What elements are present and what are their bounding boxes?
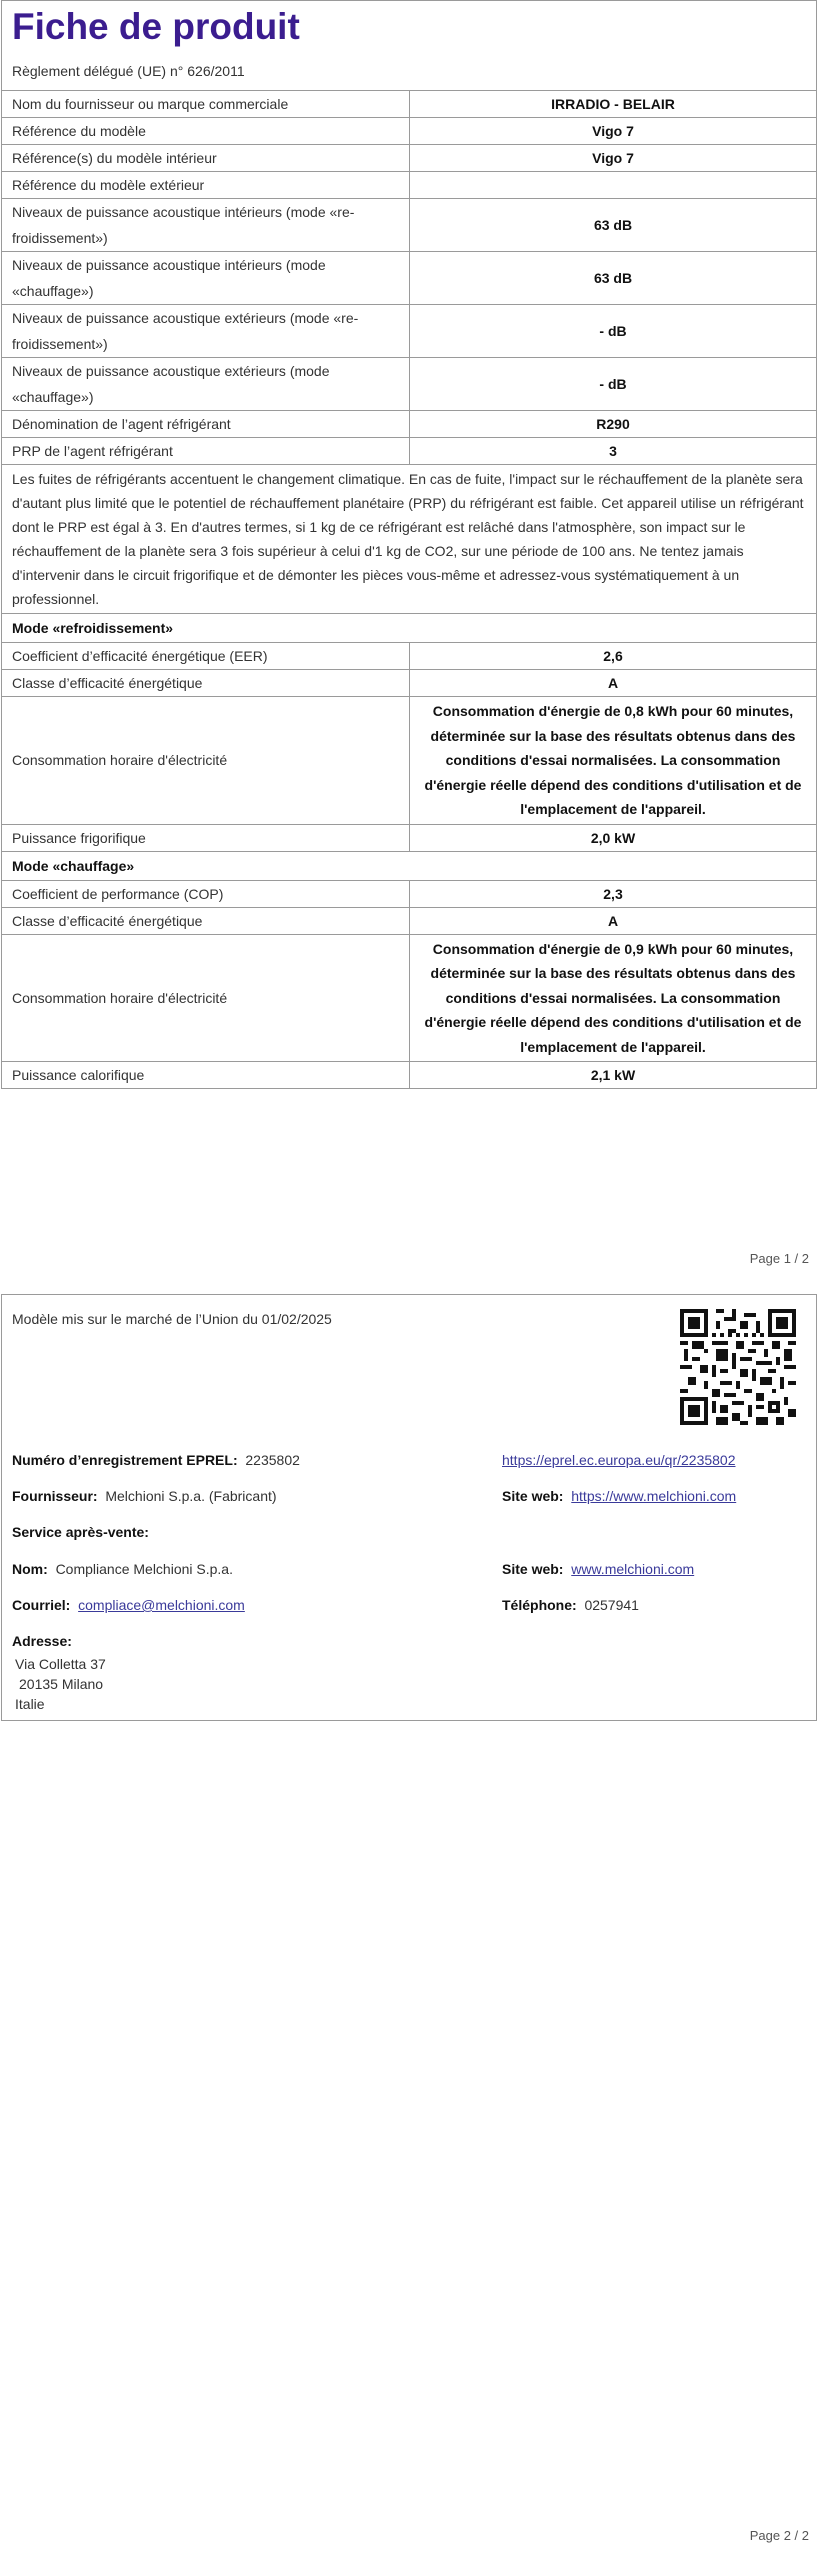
product-sheet	[1, 0, 817, 1089]
after-sales-heading: Service après-vente:	[12, 1524, 149, 1540]
row-value: Consommation d'énergie de 0,8 kWh pour 60 minutes, déterminée sur la base des résultats obtenus dans des conditions d'essai normalisées. La consommation d'énergie réelle dépend des conditions d'utilisation et de l'emplacement de l'appareil.	[410, 697, 817, 825]
page-number: Page 1 / 2	[749, 1251, 809, 1266]
row-value: 3	[410, 438, 817, 465]
row-value: - dB	[410, 305, 817, 358]
address-line-1: Via Colletta 37	[15, 1656, 106, 1672]
row-value: 63 dB	[410, 199, 817, 252]
table-row	[2, 934, 816, 1062]
table-row	[2, 614, 816, 643]
row-label: Référence(s) du modèle intérieur	[2, 145, 410, 172]
name-value: Compliance Melchioni S.p.a.	[55, 1561, 233, 1577]
service-name	[12, 1561, 233, 1577]
phone-value: 0257941	[584, 1597, 639, 1613]
row-value: A	[410, 907, 817, 934]
table-row	[2, 643, 816, 670]
row-label: Référence du modèle extérieur	[2, 172, 410, 199]
regulation-reference: Règlement délégué (UE) n° 626/2011	[12, 63, 245, 79]
service-website	[502, 1561, 694, 1577]
row-value: Consommation d'énergie de 0,9 kWh pour 60 minutes, déterminée sur la base des résultats obtenus dans des conditions d'essai normalisées. La consommation d'énergie réelle dépend des conditions d'utilisation et de l'emplacement de l'appareil.	[410, 934, 817, 1062]
row-label: Puissance calorifique	[2, 1062, 410, 1089]
supplier-label: Fournisseur:	[12, 1488, 98, 1504]
supplier-website	[502, 1488, 736, 1504]
qr-code-icon	[680, 1309, 796, 1425]
row-label: PRP de l’agent réfrigérant	[2, 438, 410, 465]
row-label: Niveaux de puissance acoustique intérieurs (mode «chauffage»)	[2, 252, 410, 305]
row-value: Vigo 7	[410, 118, 817, 145]
heating-mode-heading: Mode «chauffage»	[2, 851, 816, 880]
table-row	[2, 358, 816, 411]
page-number: Page 2 / 2	[749, 2528, 809, 2543]
row-label: Niveaux de puissance acoustique extérieurs (mode «re-froidissement»)	[2, 305, 410, 358]
table-row	[2, 697, 816, 825]
supplier-value: Melchioni S.p.a. (Fabricant)	[105, 1488, 277, 1504]
eprel-label: Numéro d’enregistrement EPREL:	[12, 1452, 238, 1468]
product-sheet-page-2	[1, 1294, 817, 1721]
row-value: 63 dB	[410, 252, 817, 305]
row-value: R290	[410, 411, 817, 438]
supplier	[12, 1488, 277, 1504]
page-title: Fiche de produit	[12, 6, 300, 47]
row-label: Consommation horaire d'électricité	[2, 934, 410, 1062]
table-row	[2, 438, 816, 465]
table-row	[2, 118, 816, 145]
row-label: Niveaux de puissance acoustique extérieurs (mode «chauffage»)	[2, 358, 410, 411]
name-label: Nom:	[12, 1561, 48, 1577]
service-phone	[502, 1597, 639, 1613]
email-label: Courriel:	[12, 1597, 71, 1613]
phone-label: Téléphone:	[502, 1597, 577, 1613]
row-value: Vigo 7	[410, 145, 817, 172]
table-row	[2, 145, 816, 172]
row-label: Consommation horaire d'électricité	[2, 697, 410, 825]
row-value: 2,6	[410, 643, 817, 670]
table-row	[2, 880, 816, 907]
table-row	[2, 199, 816, 252]
table-row	[2, 1062, 816, 1089]
row-value: 2,0 kW	[410, 824, 817, 851]
eprel-value: 2235802	[245, 1452, 300, 1468]
table-row	[2, 465, 816, 614]
row-label: Coefficient de performance (COP)	[2, 880, 410, 907]
row-label: Référence du modèle	[2, 118, 410, 145]
supplier-website-link[interactable]: https://www.melchioni.com	[571, 1488, 737, 1504]
cooling-mode-heading: Mode «refroidissement»	[2, 614, 816, 643]
row-label: Dénomination de l’agent réfrigérant	[2, 411, 410, 438]
table-row	[2, 91, 816, 118]
row-value: A	[410, 670, 817, 697]
row-label: Puissance frigorifique	[2, 824, 410, 851]
row-value: - dB	[410, 358, 817, 411]
website-label: Site web:	[502, 1488, 564, 1504]
eprel-number	[12, 1452, 300, 1468]
market-date: Modèle mis sur le marché de l’Union du 01/02/2025	[12, 1311, 332, 1327]
row-label: Niveaux de puissance acoustique intérieurs (mode «re-froidissement»)	[2, 199, 410, 252]
table-row	[2, 305, 816, 358]
row-value: 2,1 kW	[410, 1062, 817, 1089]
row-value: IRRADIO - BELAIR	[551, 96, 675, 112]
address-label: Adresse:	[12, 1633, 72, 1649]
service-email	[12, 1597, 245, 1613]
row-label: Coefficient d’efficacité énergétique (EER)	[2, 643, 410, 670]
table-row	[2, 851, 816, 880]
website-label: Site web:	[502, 1561, 564, 1577]
table-row	[2, 907, 816, 934]
address-line-3: Italie	[15, 1696, 45, 1712]
row-value: 2,3	[410, 880, 817, 907]
refrigerant-notice: Les fuites de réfrigérants accentuent le changement climatique. En cas de fuite, l'impact sur le réchauffement de la planète sera d'autant plus limité que le potentiel de réchauffement planétaire (PRP) du réfrigérant est faible. Cet appareil utilise un réfrigérant dont le PRP est égal à 3. En d'autres termes, si 1 kg de ce réfrigérant est relâché dans l'atmosphère, son impact sur le réchauffement de la planète sera 3 fois supérieur à celui d'1 kg de CO2, sur une période de 100 ans. Ne tentez jamais d'intervenir dans le circuit frigorifique et de démonter les pièces vous-même et adressez-vous systématiquement à un professionnel.	[2, 465, 816, 614]
row-label: Classe d’efficacité énergétique	[2, 670, 410, 697]
eprel-link[interactable]: https://eprel.ec.europa.eu/qr/2235802	[502, 1452, 736, 1468]
table-row	[2, 252, 816, 305]
table-row	[2, 172, 816, 199]
row-value	[410, 172, 817, 199]
row-label: Nom du fournisseur ou marque commerciale	[2, 91, 410, 118]
title-block	[2, 1, 816, 91]
table-row	[2, 411, 816, 438]
spec-table	[2, 91, 816, 1088]
table-row	[2, 670, 816, 697]
row-label: Classe d’efficacité énergétique	[2, 907, 410, 934]
address-line-2: 20135 Milano	[19, 1676, 104, 1692]
email-link[interactable]: compliace@melchioni.com	[78, 1597, 245, 1613]
table-row	[2, 824, 816, 851]
service-website-link[interactable]: www.melchioni.com	[571, 1561, 695, 1577]
